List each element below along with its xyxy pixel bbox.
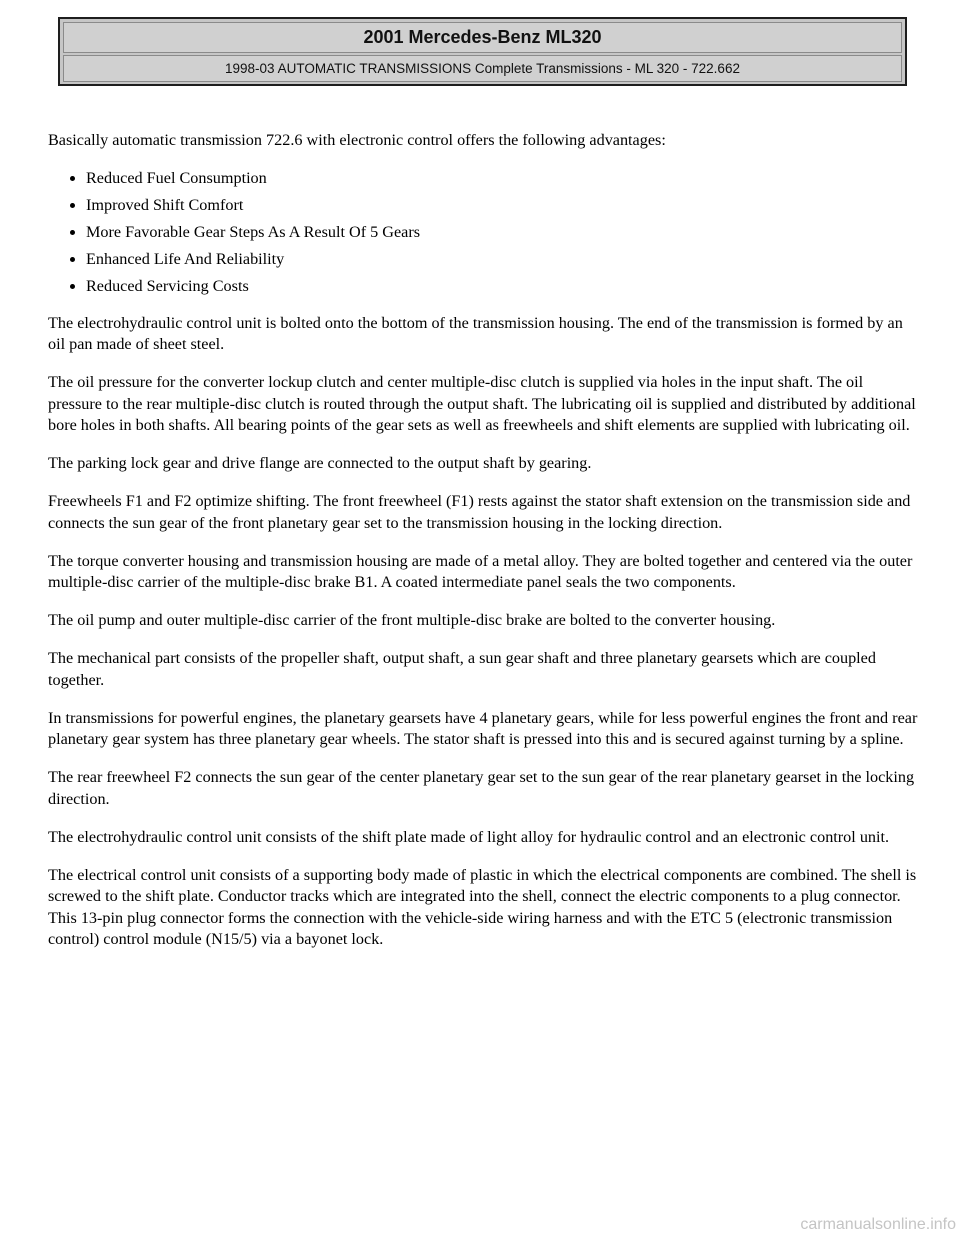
watermark: carmanualsonline.info [800,1216,956,1233]
paragraph: Freewheels F1 and F2 optimize shifting. The front freewheel (F1) rests against the stator shaft extension on the transmission side and connects the sun gear of the front planetary gear set to the transmission housing in the locking direction. [48,492,911,532]
list-item: • Enhanced Life And Reliability [86,249,918,271]
document-body [48,130,918,967]
paragraph: The electrohydraulic control unit consists of the shift plate made of light alloy for hydraulic control and an electronic control unit. [48,827,890,846]
list-item: • Reduced Fuel Consumption [86,168,918,190]
advantages-list [48,168,918,298]
list-item: • More Favorable Gear Steps As A Result Of 5 Gears [86,222,918,244]
document-title: 2001 Mercedes-Benz ML320 [63,22,902,53]
paragraph: The electrohydraulic control unit is bolted onto the bottom of the transmission housing. The end of the transmission is formed by an oil pan made of sheet steel. [48,313,903,353]
intro-paragraph: Basically automatic transmission 722.6 with electronic control offers the following advantages: [48,131,666,149]
paragraph: The oil pump and outer multiple-disc carrier of the front multiple-disc brake are bolted to the converter housing. [48,611,776,629]
paragraph: The electrical control unit consists of a supporting body made of plastic in which the electrical components are combined. The shell is screwed to the shift plate. Conductor tracks which are integrated into the shell, connect the electric components to a plug connector. This 13-pin plug connector forms the connection with the vehicle-side wiring harness and with the ETC 5 (electronic transmission control) control module (N15/5) via a bayonet lock. [48,865,917,948]
list-item: • Reduced Servicing Costs [86,276,918,298]
paragraph: The mechanical part consists of the propeller shaft, output shaft, a sun gear shaft and three planetary gearsets which are coupled together. [48,649,876,689]
paragraph: The torque converter housing and transmission housing are made of a metal alloy. They are bolted together and centered via the outer multiple-disc carrier of the multiple-disc brake B1. A coated intermediate panel seals the two components. [48,551,913,591]
paragraph: The rear freewheel F2 connects the sun gear of the center planetary gear set to the sun gear of the rear planetary gearset in the locking direction. [48,768,915,808]
paragraph: The parking lock gear and drive flange are connected to the output shaft by gearing. [48,454,592,472]
list-item: • Improved Shift Comfort [86,195,918,217]
document-subtitle: 1998-03 AUTOMATIC TRANSMISSIONS Complete Transmissions - ML 320 - 722.662 [63,55,902,82]
page-header [58,17,907,86]
paragraph: The oil pressure for the converter lockup clutch and center multiple-disc clutch is supplied via holes in the input shaft. The oil pressure to the rear multiple-disc clutch is routed through the output shaft. The lubricating oil is supplied and distributed by additional bore holes in both shafts. All bearing points of the gear sets as well as freewheels and shift elements are supplied with lubricating oil. [48,373,916,434]
paragraph: In transmissions for powerful engines, the planetary gearsets have 4 planetary gears, while for less powerful engines the front and rear planetary gear system has three planetary gear wheels. The stator shaft is pressed into this and is secured against turning by a spline. [48,708,918,748]
